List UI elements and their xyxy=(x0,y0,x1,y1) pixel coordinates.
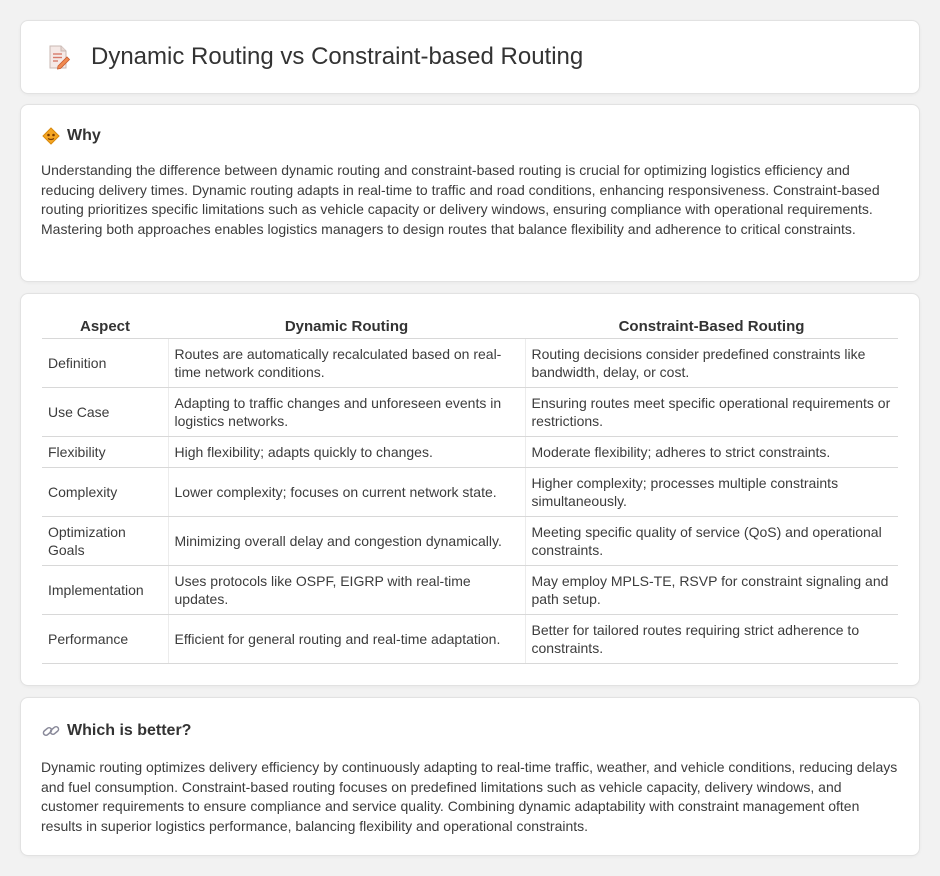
table-row xyxy=(42,338,898,387)
comparison-section xyxy=(20,293,920,686)
cell-dynamic: Lower complexity; focuses on current network state. xyxy=(168,467,525,516)
table-row xyxy=(42,614,898,663)
cell-constraint: Moderate flexibility; adheres to strict constraints. xyxy=(525,436,898,467)
column-header-aspect: Aspect xyxy=(42,314,168,338)
cell-dynamic: Minimizing overall delay and congestion dynamically. xyxy=(168,516,525,565)
cell-dynamic: Uses protocols like OSPF, EIGRP with real-time updates. xyxy=(168,565,525,614)
column-header-dynamic: Dynamic Routing xyxy=(168,314,525,338)
cell-dynamic: Adapting to traffic changes and unforeseen events in logistics networks. xyxy=(168,387,525,436)
table-row xyxy=(42,565,898,614)
cell-aspect: Definition xyxy=(42,338,168,387)
table-row xyxy=(42,387,898,436)
cell-aspect: Optimization Goals xyxy=(42,516,168,565)
link-icon xyxy=(41,721,61,741)
which-is-better-section xyxy=(20,697,920,856)
cell-dynamic: Routes are automatically recalculated based on real-time network conditions. xyxy=(168,338,525,387)
cell-dynamic: Efficient for general routing and real-time adaptation. xyxy=(168,614,525,663)
cell-aspect: Use Case xyxy=(42,387,168,436)
table-row xyxy=(42,467,898,516)
why-title: Why xyxy=(67,127,101,144)
cell-aspect: Performance xyxy=(42,614,168,663)
cell-aspect: Implementation xyxy=(42,565,168,614)
header-card xyxy=(20,20,920,94)
cell-constraint: Higher complexity; processes multiple constraints simultaneously. xyxy=(525,467,898,516)
comparison-table xyxy=(42,314,898,664)
cell-constraint: Better for tailored routes requiring strict adherence to constraints. xyxy=(525,614,898,663)
why-section xyxy=(20,104,920,282)
better-title: Which is better? xyxy=(67,722,192,739)
column-header-constraint: Constraint-Based Routing xyxy=(525,314,898,338)
cell-constraint: Routing decisions consider predefined constraints like bandwidth, delay, or cost. xyxy=(525,338,898,387)
table-header-row xyxy=(42,314,898,338)
better-heading xyxy=(41,720,899,742)
better-text: Dynamic routing optimizes delivery efficiency by continuously adapting to real-time traffic, weather, and vehicle conditions, reducing delays and fuel consumption. Constraint-based routing focuses on predefined limitations such as vehicle capacity, delivery windows, and customer requirements to ensure compliance and service quality. Combining dynamic adaptability with constraint management often results in superior logistics performance, balancing flexibility and operational constraints. xyxy=(41,759,898,834)
cell-aspect: Flexibility xyxy=(42,436,168,467)
warning-diamond-icon xyxy=(41,126,61,146)
why-text: Understanding the difference between dynamic routing and constraint-based routing is crucial for optimizing logistics efficiency and reducing delivery times. Dynamic routing adapts in real-time to traffic and road conditions, enhancing responsiveness. Constraint-based routing prioritizes specific limitations such as vehicle capacity or delivery windows, ensuring compliance with operational requirements. Mastering both approaches enables logistics managers to design routes that balance flexibility and adherence to critical constraints. xyxy=(41,162,880,237)
cell-constraint: Meeting specific quality of service (QoS) and operational constraints. xyxy=(525,516,898,565)
document-pencil-icon xyxy=(45,44,71,70)
cell-dynamic: High flexibility; adapts quickly to changes. xyxy=(168,436,525,467)
table-row xyxy=(42,516,898,565)
cell-aspect: Complexity xyxy=(42,467,168,516)
page-title: Dynamic Routing vs Constraint-based Routing xyxy=(91,43,584,70)
why-heading xyxy=(41,125,899,147)
cell-constraint: May employ MPLS-TE, RSVP for constraint signaling and path setup. xyxy=(525,565,898,614)
cell-constraint: Ensuring routes meet specific operational requirements or restrictions. xyxy=(525,387,898,436)
table-row xyxy=(42,436,898,467)
